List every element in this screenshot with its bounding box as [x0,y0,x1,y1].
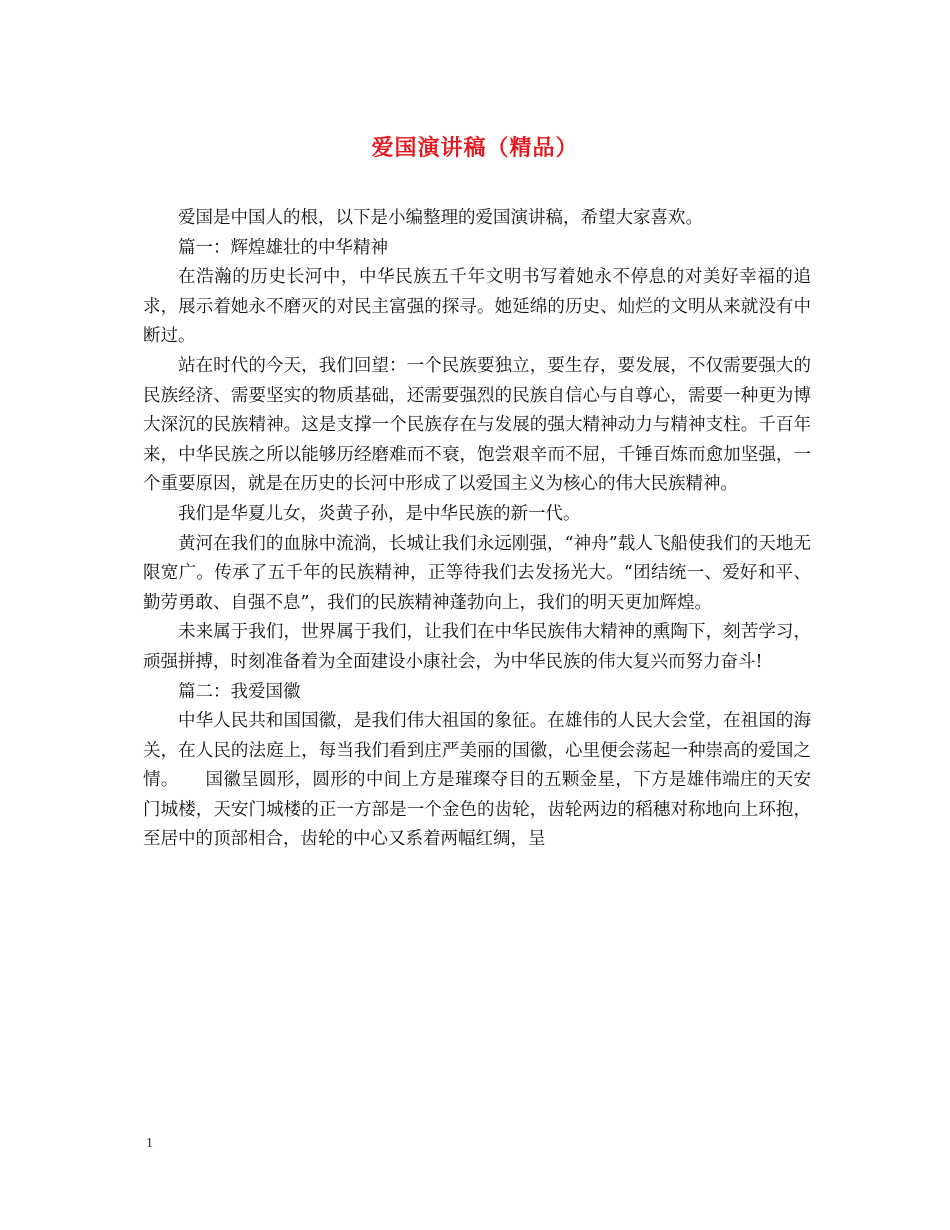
document-title: 爱国演讲稿（精品） [371,135,579,161]
paragraph: 未来属于我们，世界属于我们，让我们在中华民族伟大精神的熏陶下，刻苦学习，顽强拼搏，时刻准备着为全面建设小康社会，为中华民族的伟大复兴而努力奋斗! [143,622,811,672]
paragraph: 站在时代的今天，我们回望：一个民族要独立，要生存，要发展，不仅需要强大的民族经济、需要坚实的物质基础，还需要强烈的民族自信心与自尊心，需要一种更为博大深沉的民族精神。这是支撑一个民族存在与发展的强大精神动力与精神支柱。千百年来，中华民族之所以能够历经磨难而不衰，饱尝艰辛而不屈，千锤百炼而愈加坚强，一个重要原因，就是在历史的长河中形成了以爱国主义为核心的伟大民族精神。 [143,355,811,495]
section-heading-2: 篇二：我爱国徽 [178,681,301,702]
paragraph: 黄河在我们的血脉中流淌，长城让我们永远刚强，“神舟”载人飞船使我们的天地无限宽广。传承了五千年的民族精神，正等待我们去发扬光大。“团结统一、爱好和平、勤劳勇敢、自强不息”，我们的民族精神蓬勃向上，我们的明天更加辉煌。 [143,533,811,613]
paragraph: 在浩瀚的历史长河中，中华民族五千年文明书写着她永不停息的对美好幸福的追求，展示着她永不磨灭的对民主富强的探寻。她延绵的历史、灿烂的文明从来就没有中断过。 [143,267,811,347]
page-number: 1 [146,1136,153,1151]
paragraph: 中华人民共和国国徽，是我们伟大祖国的象征。在雄伟的人民大会堂，在祖国的海关，在人民的法庭上，每当我们看到庄严美丽的国徽，心里便会荡起一种崇高的爱国之情。 国徽呈圆形，圆形的中间上方是璀璨夺目的五颗金星，下方是雄伟端庄的天安门城楼，天安门城楼的正一方部是一个金色的齿轮，齿轮两边的稻穗对称地向上环抱，至居中的顶部相合，齿轮的中心又系着两幅红绸，呈 [143,711,811,850]
document-body [143,204,811,855]
paragraph: 我们是华夏儿女，炎黄子孙，是中华民族的新一代。 [178,503,581,524]
paragraph-intro: 爱国是中国人的根，以下是小编整理的爱国演讲稿，希望大家喜欢。 [178,208,703,228]
section-heading-1: 篇一：辉煌雄壮的中华精神 [178,237,388,258]
